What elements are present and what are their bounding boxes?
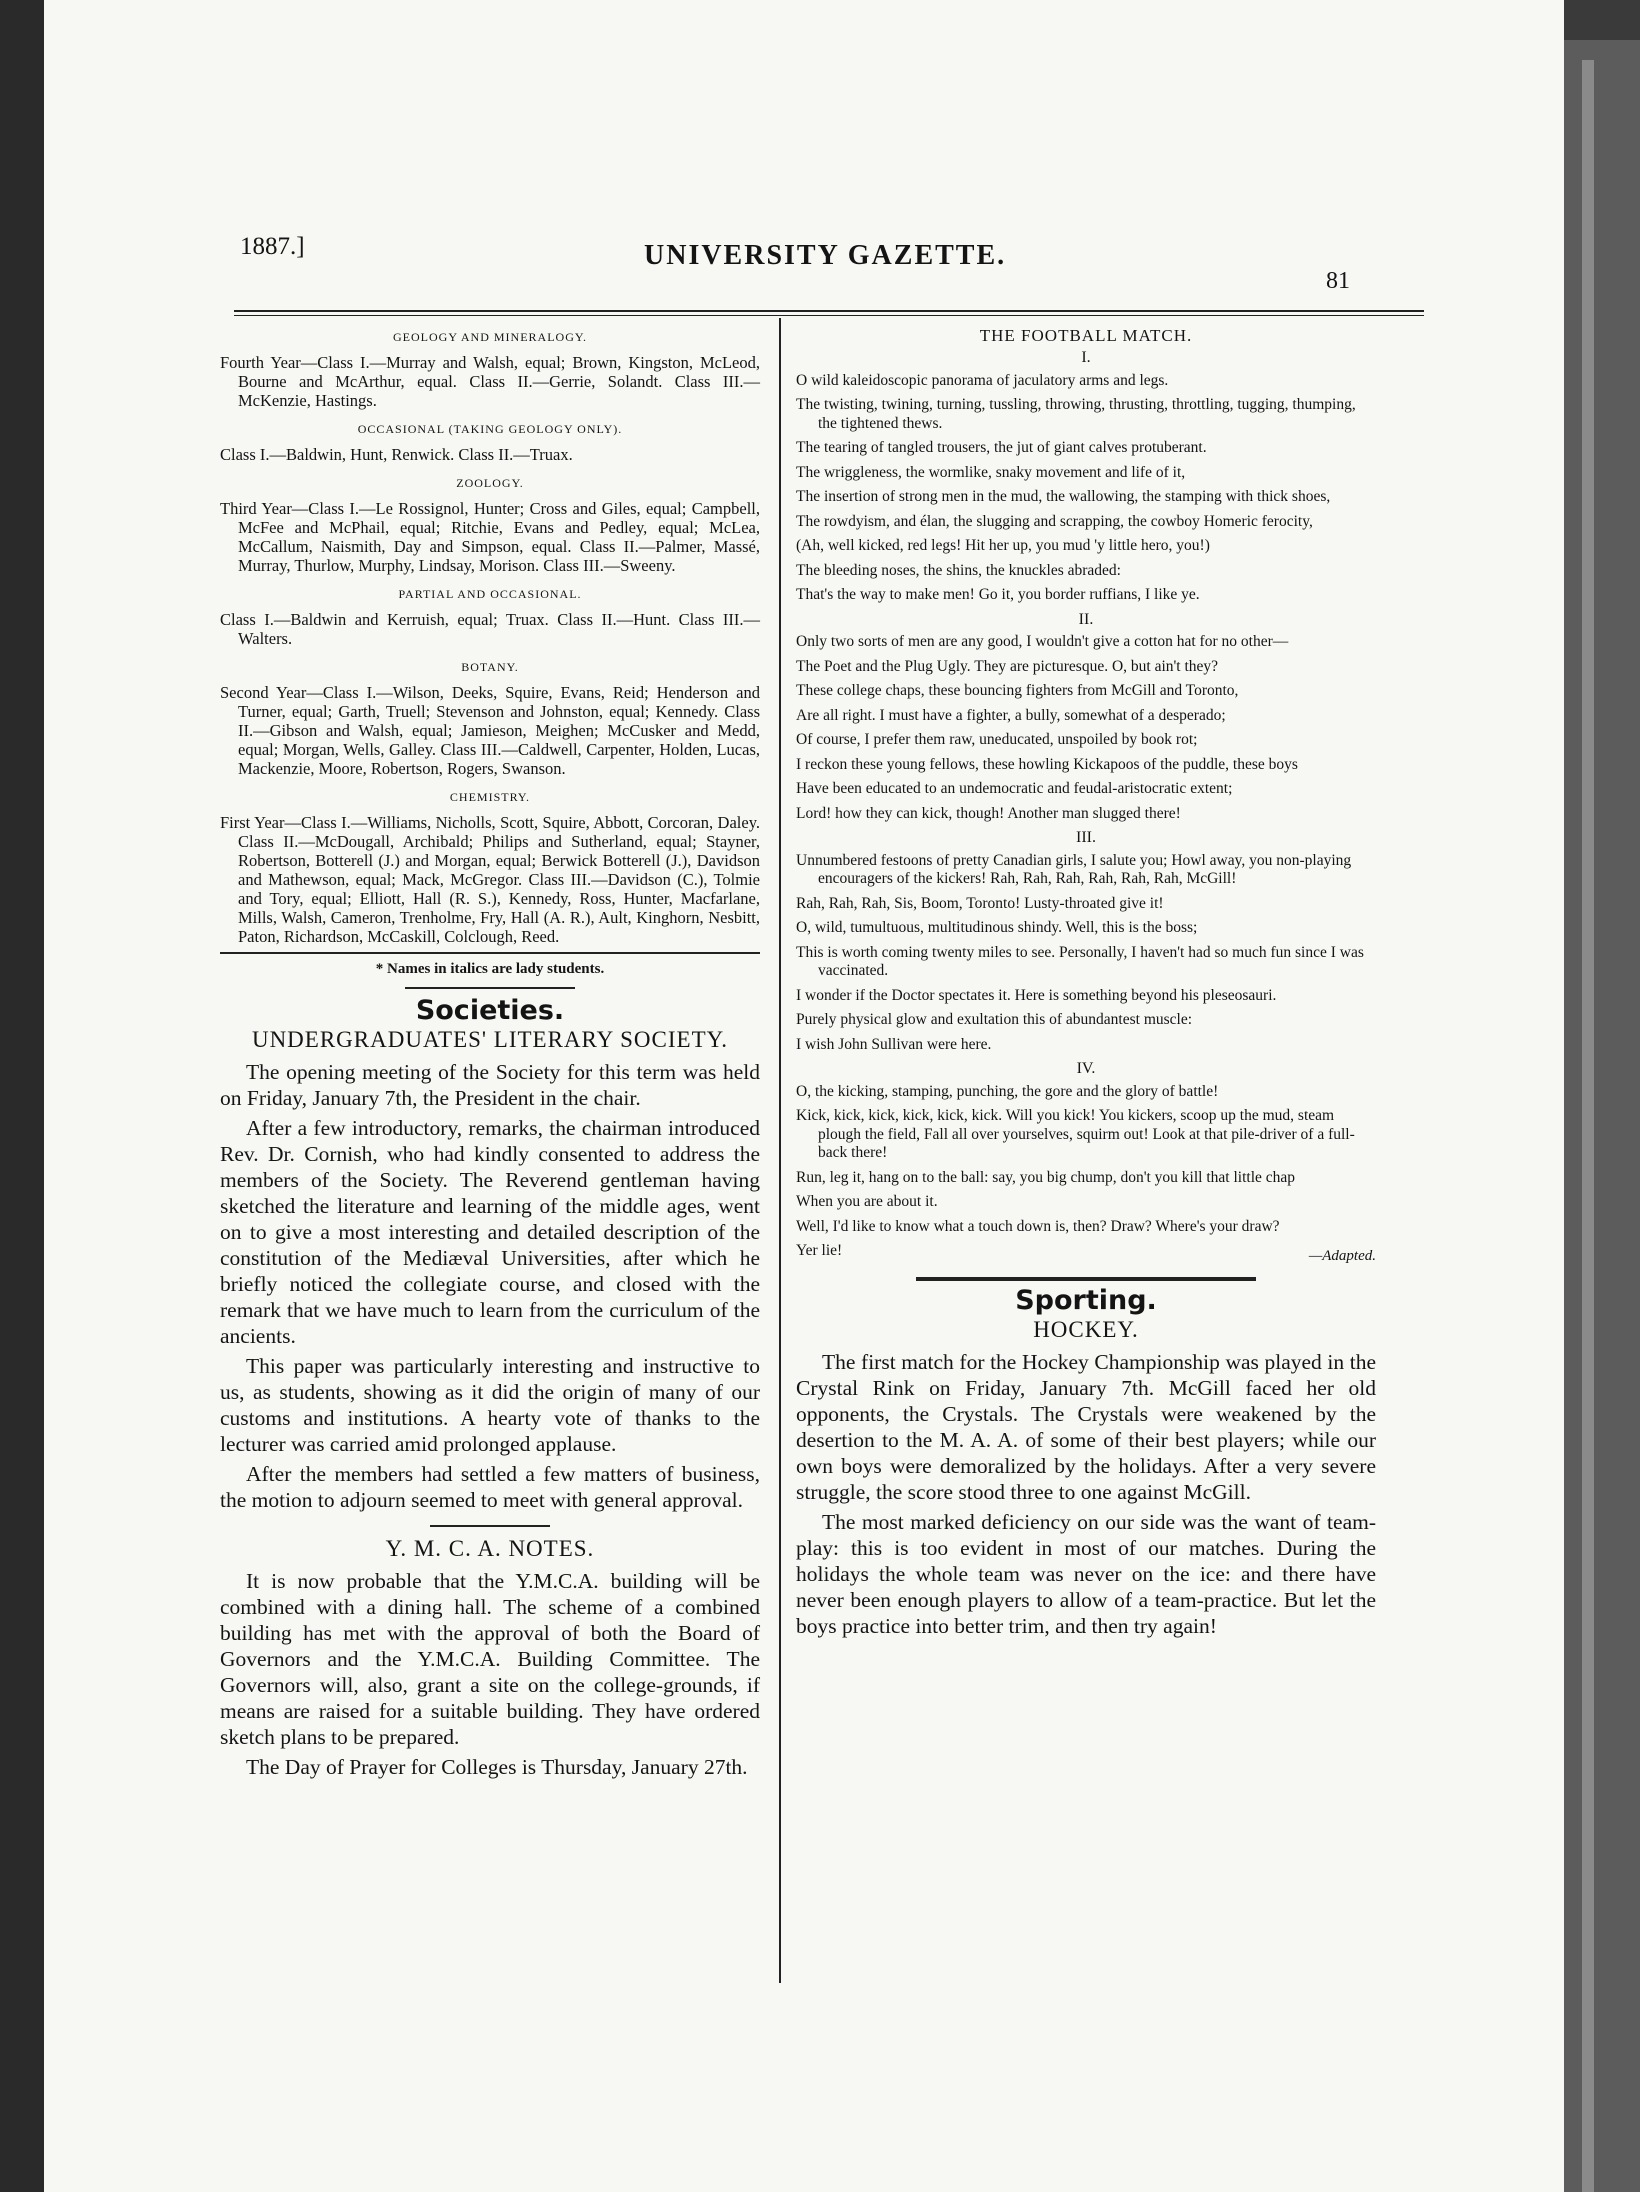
poem-title: THE FOOTBALL MATCH.: [979, 326, 1193, 345]
article-separator: [430, 1525, 550, 1527]
article-paragraph: The first match for the Hockey Championship was played in the Crystal Rink on Friday, January 7th. McGill faced her old opponents, the Crystals. The Crystals were weakened by the desertion to the M. A. A. of some of their best players; while our own boys were demoralized by the holidays. After a very severe struggle, the score stood three to one against McGill.: [796, 1350, 1376, 1504]
left-column: [220, 318, 760, 1784]
poem-line: I reckon these young fellows, these howling Kickapoos of the puddle, these boys: [796, 755, 1298, 773]
poem-line: Rah, Rah, Rah, Sis, Boom, Toronto! Lusty-throated give it!: [796, 894, 1164, 912]
ymca-heading: Y. M. C. A. NOTES.: [385, 1536, 595, 1561]
poem-line: Run, leg it, hang on to the ball: say, you big chump, don't you kill that little chap: [796, 1168, 1296, 1186]
poem-line: O, the kicking, stamping, punching, the gore and the glory of battle!: [796, 1082, 1219, 1100]
poem-line: The wriggleness, the wormlike, snaky movement and life of it,: [796, 463, 1186, 481]
article-paragraph: This paper was particularly interesting and instructive to us, as students, showing as it did the origin of many of our customs and institutions. A hearty vote of thanks to the lecturer was carried amid prolonged applause.: [220, 1354, 760, 1456]
header-rule: [234, 310, 1424, 312]
poem-line: Unnumbered festoons of pretty Canadian girls, I salute you; Howl away, you non-playing encouragers of the kickers! Rah, Rah, Rah, Rah, Rah, Rah, McGill!: [796, 851, 1352, 887]
footnote-rule: [220, 952, 760, 954]
poem-line: The rowdyism, and élan, the slugging and scrapping, the cowboy Homeric ferocity,: [796, 512, 1313, 530]
poem-line: Purely physical glow and exultation this of abundantest muscle:: [796, 1011, 1193, 1028]
poem-line: The tearing of tangled trousers, the jut of giant calves protuberant.: [796, 439, 1207, 456]
right-column: [796, 326, 1376, 1643]
literary-society-article: [220, 1059, 760, 1513]
poem-line: Are all right. I must have a fighter, a bully, somewhat of a desperado;: [796, 706, 1226, 724]
poem-line: I wish John Sullivan were here.: [796, 1035, 992, 1053]
poem-line: The insertion of strong men in the mud, the wallowing, the stamping with thick shoes,: [796, 488, 1331, 505]
poem-line: The bleeding noses, the shins, the knuckles abraded:: [796, 561, 1121, 579]
gazette-page: [44, 0, 1564, 2192]
column-divider: [779, 318, 781, 1983]
partial-heading: PARTIAL AND OCCASIONAL.: [398, 587, 582, 601]
hockey-article: [796, 1349, 1376, 1639]
poem-line: Well, I'd like to know what a touch down is, then? Draw? Where's your draw?: [796, 1217, 1280, 1235]
poem-line: The Poet and the Plug Ugly. They are picturesque. O, but ain't they?: [796, 657, 1219, 675]
chemistry-list: First Year—Class I.—Williams, Nicholls, Scott, Squire, Abbott, Corcoran, Daley. Class II.—McDougall, Archibald; Philips and Sutherland, equal; Stayner, Robertson, Botterell (J.) and Morgan, equal; Berwick Botterell (J.), Davidson and Mathewson, equal; Mack, McGregor. Class III.—Davidson (C.), Tolmie and Tory, equal; Elliott, Hall (R. S.), Kennedy, Ross, Hunter, Macfarlane, Mills, Walsh, Cameron, Trenholme, Fry, Hall (A. R.), Ault, Kinghorn, Nesbitt, Paton, Richardson, McCaskill, Colclough, Reed.: [220, 813, 760, 946]
geology-list: Fourth Year—Class I.—Murray and Walsh, equal; Brown, Kingston, McLeod, Bourne and McArthur, equal. Class II.—Gerrie, Solandt. Class III.—McKenzie, Hastings.: [220, 353, 760, 410]
botany-heading: BOTANY.: [461, 660, 519, 674]
stanza-number: I.: [1081, 349, 1091, 366]
zoology-list: Third Year—Class I.—Le Rossignol, Hunter; Cross and Giles, equal; Campbell, McFee and McPhail, equal; Ritchie, Evans and Pedley, equal; McLea, McCallum, Naismith, Day and Simpson, equal. Class II.—Palmer, Massé, Murray, Thurlow, Murphy, Lindsay, Morison. Class III.—Sweeny.: [220, 499, 760, 575]
poem-line: The twisting, twining, turning, tussling, throwing, thrusting, throttling, tugging, thumping, the tightened thews.: [796, 396, 1356, 432]
poem-line: Kick, kick, kick, kick, kick, kick. Will you kick! You kickers, scoop up the mud, steam plough the field, Fall all over yourselves, squirm out! Look at that pile-driver of a full-back there!: [796, 1107, 1355, 1161]
section-rule: [916, 1277, 1256, 1281]
class-lists: [220, 328, 760, 946]
article-paragraph: It is now probable that the Y.M.C.A. building will be combined with a dining hall. The scheme of a combined building has met with the approval of both the Board of Governors and the Y.M.C.A. Building Committee. The Governors will, also, grant a site on the college-grounds, if means are raised for a suitable building. They have ordered sketch plans to be prepared.: [220, 1569, 760, 1749]
book-binding: [1582, 60, 1594, 2192]
page-number: 81: [1326, 268, 1350, 294]
header-rule-thin: [234, 315, 1424, 316]
poem-line: O wild kaleidoscopic panorama of jaculatory arms and legs.: [796, 371, 1169, 389]
poem-line: O, wild, tumultuous, multitudinous shindy. Well, this is the boss;: [796, 919, 1198, 936]
hockey-heading: HOCKEY.: [1033, 1317, 1139, 1342]
ymca-article: [220, 1568, 760, 1780]
article-paragraph: The Day of Prayer for Colleges is Thursday, January 27th.: [246, 1755, 748, 1779]
poem-line: Only two sorts of men are any good, I wouldn't give a cotton hat for no other—: [796, 633, 1289, 650]
article-paragraph: After a few introductory, remarks, the chairman introduced Rev. Dr. Cornish, who had kindly consented to address the members of the Society. The Reverend gentleman having sketched the literature and learning of the middle ages, went on to give a most interesting and detailed description of the constitution of the Mediæval Universities, after which he briefly noticed the collegiate course, and closed with the remark that we have much to learn from the curriculum of the ancients.: [220, 1116, 760, 1348]
article-paragraph: After the members had settled a few matters of business, the motion to adjourn seemed to meet with general approval.: [220, 1462, 760, 1512]
botany-list: Second Year—Class I.—Wilson, Deeks, Squire, Evans, Reid; Henderson and Turner, equal; Garth, Truell; Stevenson and Johnston, equal; Kennedy. Class II.—Gibson and Walsh, equal; Jamieson, Meighen; McCusker and Medd, equal; Morgan, Wells, Galley. Class III.—Caldwell, Carpenter, Holden, Lucas, Mackenzie, Moore, Robertson, Rogers, Swanson.: [220, 683, 760, 778]
italics-footnote: * Names in italics are lady students.: [375, 961, 605, 977]
article-paragraph: The most marked deficiency on our side was the want of team-play: this is too evident in most of our matches. During the holidays the whole team was never on the ice: and there have never been enough players to allow of a team-practice. But let the boys practice into better trim, and then try again!: [796, 1510, 1376, 1638]
stanza-number: II.: [1078, 610, 1094, 628]
book-spine-shadow: [0, 0, 44, 2192]
header-title: UNIVERSITY GAZETTE.: [644, 240, 1007, 271]
poem-attribution: —Adapted.: [1308, 1247, 1376, 1264]
poem-line: When you are about it.: [796, 1193, 938, 1210]
occasional-list: Class I.—Baldwin, Hunt, Renwick. Class II.—Truax.: [220, 445, 573, 464]
partial-list: Class I.—Baldwin and Kerruish, equal; Truax. Class II.—Hunt. Class III.—Walters.: [220, 610, 760, 648]
poem-line: (Ah, well kicked, red legs! Hit her up, you mud 'y little hero, you!): [796, 537, 1210, 554]
section-rule: [405, 987, 575, 989]
poem-line: These college chaps, these bouncing fighters from McGill and Toronto,: [796, 682, 1239, 699]
poem-line: This is worth coming twenty miles to see. Personally, I haven't had so much fun since I was vaccinated.: [796, 943, 1364, 979]
poem-line: Yer lie!: [796, 1242, 843, 1259]
poem-line: I wonder if the Doctor spectates it. Here is something beyond his pleseosauri.: [796, 986, 1277, 1004]
occasional-heading: OCCASIONAL (TAKING GEOLOGY ONLY).: [357, 422, 623, 436]
geology-heading: GEOLOGY AND MINERALOGY.: [393, 330, 587, 344]
sporting-heading: Sporting.: [1015, 1285, 1157, 1316]
article-paragraph: The opening meeting of the Society for this term was held on Friday, January 7th, the President in the chair.: [220, 1060, 760, 1110]
poem-line: Of course, I prefer them raw, uneducated, unspoiled by book rot;: [796, 731, 1198, 748]
poem-line: That's the way to make men! Go it, you border ruffians, I like ye.: [796, 586, 1200, 603]
zoology-heading: ZOOLOGY.: [456, 476, 524, 490]
poem-line: Have been educated to an undemocratic and feudal-aristocratic extent;: [796, 780, 1233, 797]
chemistry-heading: CHEMISTRY.: [449, 790, 531, 804]
literary-society-heading: UNDERGRADUATES' LITERARY SOCIETY.: [251, 1027, 729, 1052]
page-edge-shadow: [1560, 40, 1640, 2192]
societies-heading: Societies.: [415, 995, 565, 1026]
stanza-number: IV.: [1076, 1060, 1096, 1077]
football-poem: [796, 349, 1376, 1265]
header-year: 1887.]: [240, 233, 305, 260]
stanza-number: III.: [1076, 829, 1096, 846]
poem-line: Lord! how they can kick, though! Another man slugged there!: [796, 804, 1181, 822]
